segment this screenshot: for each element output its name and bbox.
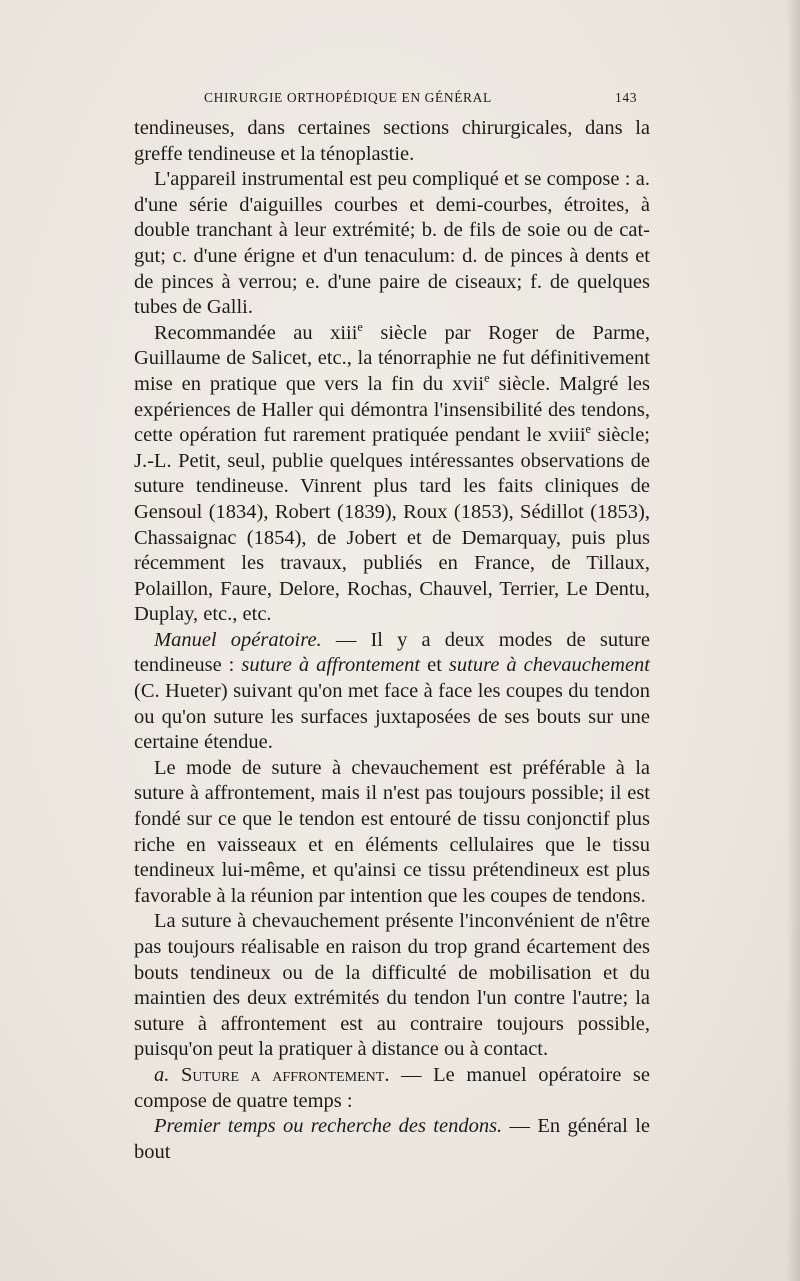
century-superscript: e <box>357 319 363 334</box>
step-title-premier-temps: Premier temps ou recherche des tendons. <box>154 1115 503 1138</box>
paragraph-4-part-c: (C. Hueter) suivant qu'on met face à face les coupes du tendon ou qu'on suture les surfaces juxtaposées de ses bouts sur une certaine étendue. <box>134 680 650 754</box>
paragraph-2-text: L'appareil instrumental est peu compliqué et se compose : a. d'une série d'aiguilles courbes et demi-courbes, étroites, à double tranchant à leur extrémité; b. de fils de soie ou de cat-gut; c. d'une érigne et d'un tenaculum: d. de pinces à dents et de pinces à verrou; e. d'une paire de ciseaux; f. de quelques tubes de Galli. <box>134 168 650 319</box>
paragraph-6-text: La suture à chevauchement présente l'inconvénient de n'être pas toujours réalisable en raison du trop grand écartement des bouts tendineux ou de la difficulté de mobilisation et du maintien des deux extrémités du tendon l'un contre l'autre; la suture à affrontement est au contraire toujours possible, puisqu'on peut la pratiquer à distance ou à contact. <box>134 910 650 1061</box>
page-header <box>0 90 800 110</box>
section-title-manuel-operatoire: Manuel opératoire. <box>154 628 322 651</box>
paragraph-2 <box>134 167 650 321</box>
paragraph-3 <box>134 321 650 628</box>
paragraph-4-part-b: et <box>420 654 449 677</box>
paragraph-7-part-b: — Le manuel opératoire se compose de quatre temps : <box>134 1063 651 1112</box>
page-edge-shadow <box>786 0 800 1281</box>
page-number: 143 <box>615 90 638 105</box>
paragraph-7 <box>134 1063 650 1114</box>
paragraph-3-part-b: siècle par Roger de Parme, Guillaume de Salicet, etc., la ténorraphie ne fut définitivement mise en pratique que vers la fin du xvii <box>134 321 650 395</box>
running-title: CHIRURGIE ORTHOPÉDIQUE EN GÉNÉRAL <box>204 90 492 105</box>
paragraph-4 <box>134 628 650 756</box>
paragraph-8 <box>134 1114 650 1165</box>
paragraph-5-text: Le mode de suture à chevauchement est préférable à la suture à affrontement, mais il n'est pas toujours possible; il est fondé sur ce que le tendon est entouré de tissu conjonctif plus riche en vaisseaux et en éléments cellulaires que le tissu tendineux lui-même, et qu'ainsi ce tissu prétendineux est plus favorable à la réunion par intention que les coupes de tendons. <box>134 756 650 907</box>
paragraph-4-part-a: — Il y a deux modes de suture tendineuse : <box>134 628 650 677</box>
term-suture-chevauchement: suture à chevauchement <box>448 654 650 677</box>
century-superscript: e <box>484 371 490 386</box>
paragraph-6 <box>134 909 650 1063</box>
paragraph-1 <box>134 116 650 167</box>
item-letter-a: a. <box>154 1063 181 1086</box>
paragraph-3-part-a: Recommandée au xiii <box>154 321 358 344</box>
paragraph-5 <box>134 756 650 910</box>
term-suture-affrontement: suture à affrontement <box>241 654 421 677</box>
paragraph-3-part-d: siècle; J.-L. Petit, seul, publie quelques intéressantes observations de suture tendineuse. Vinrent plus tard les faits cliniques de Gensoul (1834), Robert (1839), Roux (1853), Sédillot (1853), Chassaignac (1854), de Jobert et de Demarquay, puis plus récemment les travaux, publiés en France, de Tillaux, Polaillon, Faure, Delore, Rochas, Chauvel, Terrier, Le Dentu, Duplay, etc., etc. <box>134 424 650 626</box>
paragraph-8-part-b: — En général le bout <box>134 1115 650 1163</box>
body-text <box>134 116 650 1165</box>
paragraph-1-text: tendineuses, dans certaines sections chirurgicales, dans la greffe tendineuse et la ténoplastie. <box>134 117 650 165</box>
paragraph-3-part-c: siècle. Malgré les expériences de Haller qui démontra l'insensibilité des tendons, cette opération fut rarement pratiquée pendant le xviii <box>134 372 650 447</box>
subsection-title-suture-affrontement: Suture a affrontement. <box>180 1063 390 1086</box>
century-superscript: e <box>585 422 592 437</box>
